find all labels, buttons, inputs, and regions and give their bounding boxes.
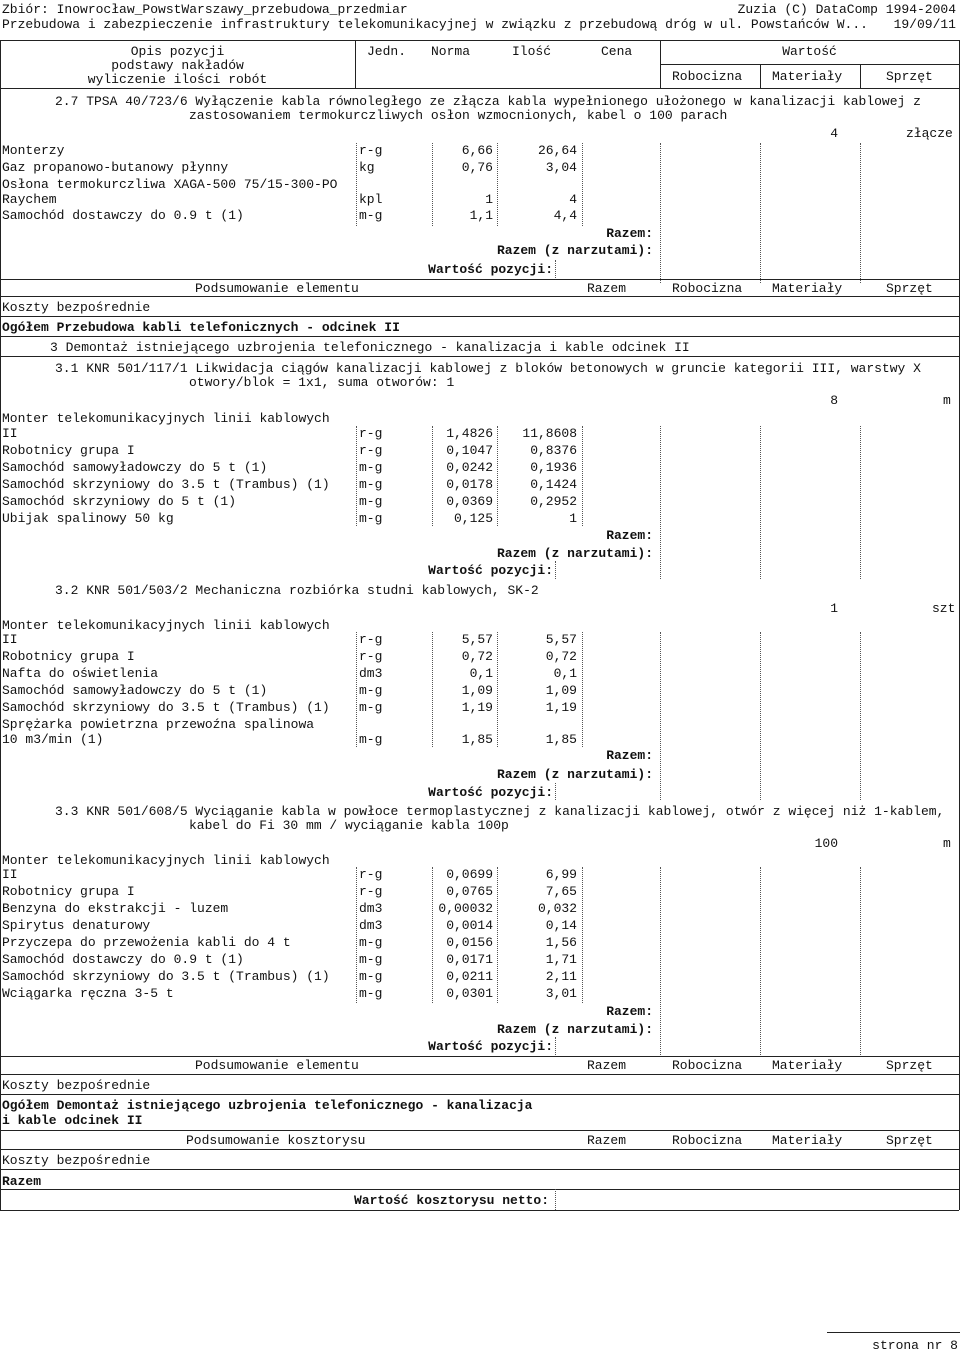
item-name: Sprężarka powietrzna przewoźna spalinowa xyxy=(2,717,315,732)
item-ilosc: 0,1936 xyxy=(530,460,577,475)
item-ilosc: 1,71 xyxy=(545,952,577,967)
summary-robocizna: Robocizna xyxy=(672,1133,743,1148)
header-sprzet: Sprzęt xyxy=(886,69,933,84)
item-name: Monterzy xyxy=(2,143,65,158)
position-quantity: 100 xyxy=(814,836,838,851)
summary-robocizna: Robocizna xyxy=(672,281,743,296)
koszty-bezposrednie: Koszty bezpośrednie xyxy=(2,1153,151,1168)
razem-narzut-label: Razem (z narzutami): xyxy=(496,1022,653,1037)
summary-title: Podsumowanie elementu xyxy=(195,281,359,296)
item-name: II xyxy=(2,867,18,882)
item-unit: m-g xyxy=(359,969,383,984)
header-materialy: Materiały xyxy=(772,69,843,84)
item-ilosc: 4,4 xyxy=(553,208,577,223)
koszty-bezposrednie: Koszty bezpośrednie xyxy=(2,300,151,315)
item-unit: m-g xyxy=(359,477,383,492)
position-unit: złącze xyxy=(906,126,953,141)
item-ilosc: 4 xyxy=(569,192,577,207)
item-name: Samochód skrzyniowy do 3.5 t (Trambus) (1) xyxy=(2,477,330,492)
item-unit: m-g xyxy=(359,208,383,223)
header-opis: Opis pozycji xyxy=(130,44,225,59)
software-credit: Zuzia (C) DataComp 1994-2004 xyxy=(737,2,956,17)
item-norma: 0,72 xyxy=(461,649,493,664)
razem-narzut-label: Razem (z narzutami): xyxy=(496,243,653,258)
item-ilosc: 1 xyxy=(569,511,577,526)
summary-razem: Razem xyxy=(587,281,627,296)
item-name: Robotnicy grupa I xyxy=(2,649,135,664)
item-ilosc: 1,85 xyxy=(545,732,577,747)
item-norma: 1,85 xyxy=(461,732,493,747)
item-ilosc: 1,56 xyxy=(545,935,577,950)
position-unit: m xyxy=(943,836,951,851)
razem-narzut-label: Razem (z narzutami): xyxy=(496,767,653,782)
item-name: Samochód samowyładowczy do 5 t (1) xyxy=(2,683,268,698)
summary-materialy: Materiały xyxy=(772,281,843,296)
header-jedn: Jedn. xyxy=(367,44,407,59)
item-ilosc: 26,64 xyxy=(537,143,577,158)
item-ilosc: 3,04 xyxy=(545,160,577,175)
item-name: Spirytus denaturowy xyxy=(2,918,151,933)
item-name: Robotnicy grupa I xyxy=(2,443,135,458)
item-unit: r-g xyxy=(359,426,383,441)
item-norma: 0,0178 xyxy=(446,477,493,492)
position-title: 3.3 KNR 501/608/5 Wyciąganie kabla w powłoce termoplastycznej z kanalizacji kablowej, otwór z więcej niż 1-kablem, xyxy=(55,804,945,819)
item-norma: 5,57 xyxy=(461,632,493,647)
item-name: Monter telekomunikacyjnych linii kablowych xyxy=(2,411,330,426)
item-ilosc: 11,8608 xyxy=(522,426,577,441)
summary-sprzet: Sprzęt xyxy=(886,1133,933,1148)
item-norma: 0,00032 xyxy=(438,901,493,916)
item-ilosc: 3,01 xyxy=(545,986,577,1001)
ogolem-element-2: Ogółem Przebudowa kabli telefonicznych - odcinek II xyxy=(2,320,400,335)
doc-set-name: Zbiór: Inowrocław_PowstWarszawy_przebudowa_przedmiar xyxy=(2,2,408,17)
item-name: Raychem xyxy=(2,192,57,207)
item-norma: 0,0765 xyxy=(446,884,493,899)
item-norma: 1,09 xyxy=(461,683,493,698)
summary-robocizna: Robocizna xyxy=(672,1058,743,1073)
item-ilosc: 0,2952 xyxy=(530,494,577,509)
item-ilosc: 0,1424 xyxy=(530,477,577,492)
position-title: 2.7 TPSA 40/723/6 Wyłączenie kabla równoległego ze złącza kabla wypełnionego ułożonego w kanalizacji kablowej z xyxy=(55,94,921,109)
item-norma: 0,1 xyxy=(469,666,493,681)
item-name: Samochód skrzyniowy do 3.5 t (Trambus) (1) xyxy=(2,969,330,984)
header-podstawy: podstawy nakładów xyxy=(111,58,244,73)
item-unit: r-g xyxy=(359,443,383,458)
item-norma: 0,0211 xyxy=(446,969,493,984)
item-unit: m-g xyxy=(359,683,383,698)
section-3-title: 3 Demontaż istniejącego uzbrojenia telefonicznego - kanalizacja i kable odcinek II xyxy=(50,340,690,355)
position-title-cont: zastosowaniem termokurczliwych osłon wzmocnionych, kabel o 100 parach xyxy=(189,108,728,123)
item-ilosc: 0,72 xyxy=(545,649,577,664)
summary-materialy: Materiały xyxy=(772,1058,843,1073)
doc-date: 19/09/11 xyxy=(893,17,956,32)
item-unit: r-g xyxy=(359,143,383,158)
item-name: Samochód samowyładowczy do 5 t (1) xyxy=(2,460,268,475)
item-norma: 1,4826 xyxy=(446,426,493,441)
summary-materialy: Materiały xyxy=(772,1133,843,1148)
ogolem-element-3-cont: i kable odcinek II xyxy=(2,1113,143,1128)
wartosc-pozycji-label: Wartość pozycji: xyxy=(428,563,553,578)
item-unit: m-g xyxy=(359,986,383,1001)
summary-razem: Razem xyxy=(587,1133,627,1148)
item-unit: r-g xyxy=(359,632,383,647)
item-norma: 1 xyxy=(485,192,493,207)
razem-label: Razem: xyxy=(606,528,653,543)
item-norma: 0,0369 xyxy=(446,494,493,509)
item-norma: 0,125 xyxy=(453,511,493,526)
item-name: Benzyna do ekstrakcji - luzem xyxy=(2,901,229,916)
summary-title: Podsumowanie elementu xyxy=(195,1058,359,1073)
position-title-cont: otwory/blok = 1x1, suma otworów: 1 xyxy=(189,375,455,390)
position-quantity: 8 xyxy=(830,393,838,408)
item-name: Samochód skrzyniowy do 5 t (1) xyxy=(2,494,237,509)
razem-total: Razem xyxy=(2,1174,42,1189)
ogolem-element-3: Ogółem Demontaż istniejącego uzbrojenia telefonicznego - kanalizacja xyxy=(2,1098,533,1113)
wartosc-pozycji-label: Wartość pozycji: xyxy=(428,785,553,800)
item-ilosc: 0,032 xyxy=(537,901,577,916)
summary-sprzet: Sprzęt xyxy=(886,1058,933,1073)
item-ilosc: 1,19 xyxy=(545,700,577,715)
header-robocizna: Robocizna xyxy=(672,69,743,84)
item-norma: 0,0242 xyxy=(446,460,493,475)
summary-sprzet: Sprzęt xyxy=(886,281,933,296)
summary-title: Podsumowanie kosztorysu xyxy=(186,1133,366,1148)
item-ilosc: 6,99 xyxy=(545,867,577,882)
item-name: Samochód dostawczy do 0.9 t (1) xyxy=(2,208,244,223)
header-ilosc: Ilość xyxy=(512,44,552,59)
item-name: Ubijak spalinowy 50 kg xyxy=(2,511,174,526)
item-norma: 0,0699 xyxy=(446,867,493,882)
item-unit: dm3 xyxy=(359,918,383,933)
item-unit: kg xyxy=(359,160,375,175)
position-title-cont: kabel do Fi 30 mm / wyciąganie kabla 100p xyxy=(189,818,509,833)
item-name: 10 m3/min (1) xyxy=(2,732,104,747)
position-quantity: 4 xyxy=(830,126,838,141)
position-unit: szt xyxy=(932,601,956,616)
item-name: Monter telekomunikacyjnych linii kablowych xyxy=(2,618,330,633)
item-unit: r-g xyxy=(359,649,383,664)
item-name: Wciągarka ręczna 3-5 t xyxy=(2,986,174,1001)
item-norma: 1,1 xyxy=(469,208,493,223)
item-norma: 0,0171 xyxy=(446,952,493,967)
position-quantity: 1 xyxy=(830,601,838,616)
item-unit: m-g xyxy=(359,935,383,950)
item-name: Przyczepa do przewożenia kabli do 4 t xyxy=(2,935,291,950)
item-unit: dm3 xyxy=(359,901,383,916)
koszty-bezposrednie: Koszty bezpośrednie xyxy=(2,1078,151,1093)
position-title: 3.2 KNR 501/503/2 Mechaniczna rozbiórka studni kablowych, SK-2 xyxy=(55,583,539,598)
item-name: Samochód skrzyniowy do 3.5 t (Trambus) (1) xyxy=(2,700,330,715)
position-title: 3.1 KNR 501/117/1 Likwidacja ciągów kanalizacji kablowej z bloków betonowych w gruncie kategorii III, warstwy X xyxy=(55,361,921,376)
item-unit: m-g xyxy=(359,460,383,475)
item-unit: m-g xyxy=(359,732,383,747)
item-name: II xyxy=(2,426,18,441)
item-ilosc: 0,14 xyxy=(545,918,577,933)
position-unit: m xyxy=(943,393,951,408)
item-unit: m-g xyxy=(359,700,383,715)
razem-label: Razem: xyxy=(606,226,653,241)
item-norma: 1,19 xyxy=(461,700,493,715)
item-unit: m-g xyxy=(359,494,383,509)
item-name: Robotnicy grupa I xyxy=(2,884,135,899)
wartosc-pozycji-label: Wartość pozycji: xyxy=(428,1039,553,1054)
item-ilosc: 2,11 xyxy=(545,969,577,984)
item-ilosc: 5,57 xyxy=(545,632,577,647)
item-name: Gaz propanowo-butanowy płynny xyxy=(2,160,229,175)
item-name: II xyxy=(2,632,18,647)
item-ilosc: 7,65 xyxy=(545,884,577,899)
item-norma: 0,76 xyxy=(461,160,493,175)
razem-label: Razem: xyxy=(606,1004,653,1019)
doc-title: Przebudowa i zabezpieczenie infrastruktury telekomunikacyjnej w związku z przebudową dróg w ul. Powstańców W... xyxy=(2,17,868,32)
item-name: Osłona termokurczliwa XAGA-500 75/15-300-PO xyxy=(2,177,338,192)
item-ilosc: 1,09 xyxy=(545,683,577,698)
item-ilosc: 0,1 xyxy=(553,666,577,681)
item-unit: m-g xyxy=(359,511,383,526)
wartosc-kosztorysu-label: Wartość kosztorysu netto: xyxy=(354,1193,550,1208)
item-unit: m-g xyxy=(359,952,383,967)
page-number: strona nr 8 xyxy=(872,1338,958,1353)
item-name: Nafta do oświetlenia xyxy=(2,666,159,681)
header-wartosc: Wartość xyxy=(782,44,837,59)
item-unit: dm3 xyxy=(359,666,383,681)
item-norma: 0,0014 xyxy=(446,918,493,933)
item-unit: r-g xyxy=(359,867,383,882)
item-norma: 6,66 xyxy=(461,143,493,158)
razem-narzut-label: Razem (z narzutami): xyxy=(496,546,653,561)
item-norma: 0,0156 xyxy=(446,935,493,950)
item-ilosc: 0,8376 xyxy=(530,443,577,458)
item-unit: r-g xyxy=(359,884,383,899)
item-name: Samochód dostawczy do 0.9 t (1) xyxy=(2,952,244,967)
header-cena: Cena xyxy=(601,44,633,59)
summary-razem: Razem xyxy=(587,1058,627,1073)
item-unit: kpl xyxy=(359,192,383,207)
razem-label: Razem: xyxy=(606,748,653,763)
header-norma: Norma xyxy=(431,44,471,59)
item-norma: 0,0301 xyxy=(446,986,493,1001)
wartosc-pozycji-label: Wartość pozycji: xyxy=(428,262,553,277)
item-norma: 0,1047 xyxy=(446,443,493,458)
header-wyliczenie: wyliczenie ilości robót xyxy=(87,72,268,87)
item-name: Monter telekomunikacyjnych linii kablowych xyxy=(2,853,330,868)
